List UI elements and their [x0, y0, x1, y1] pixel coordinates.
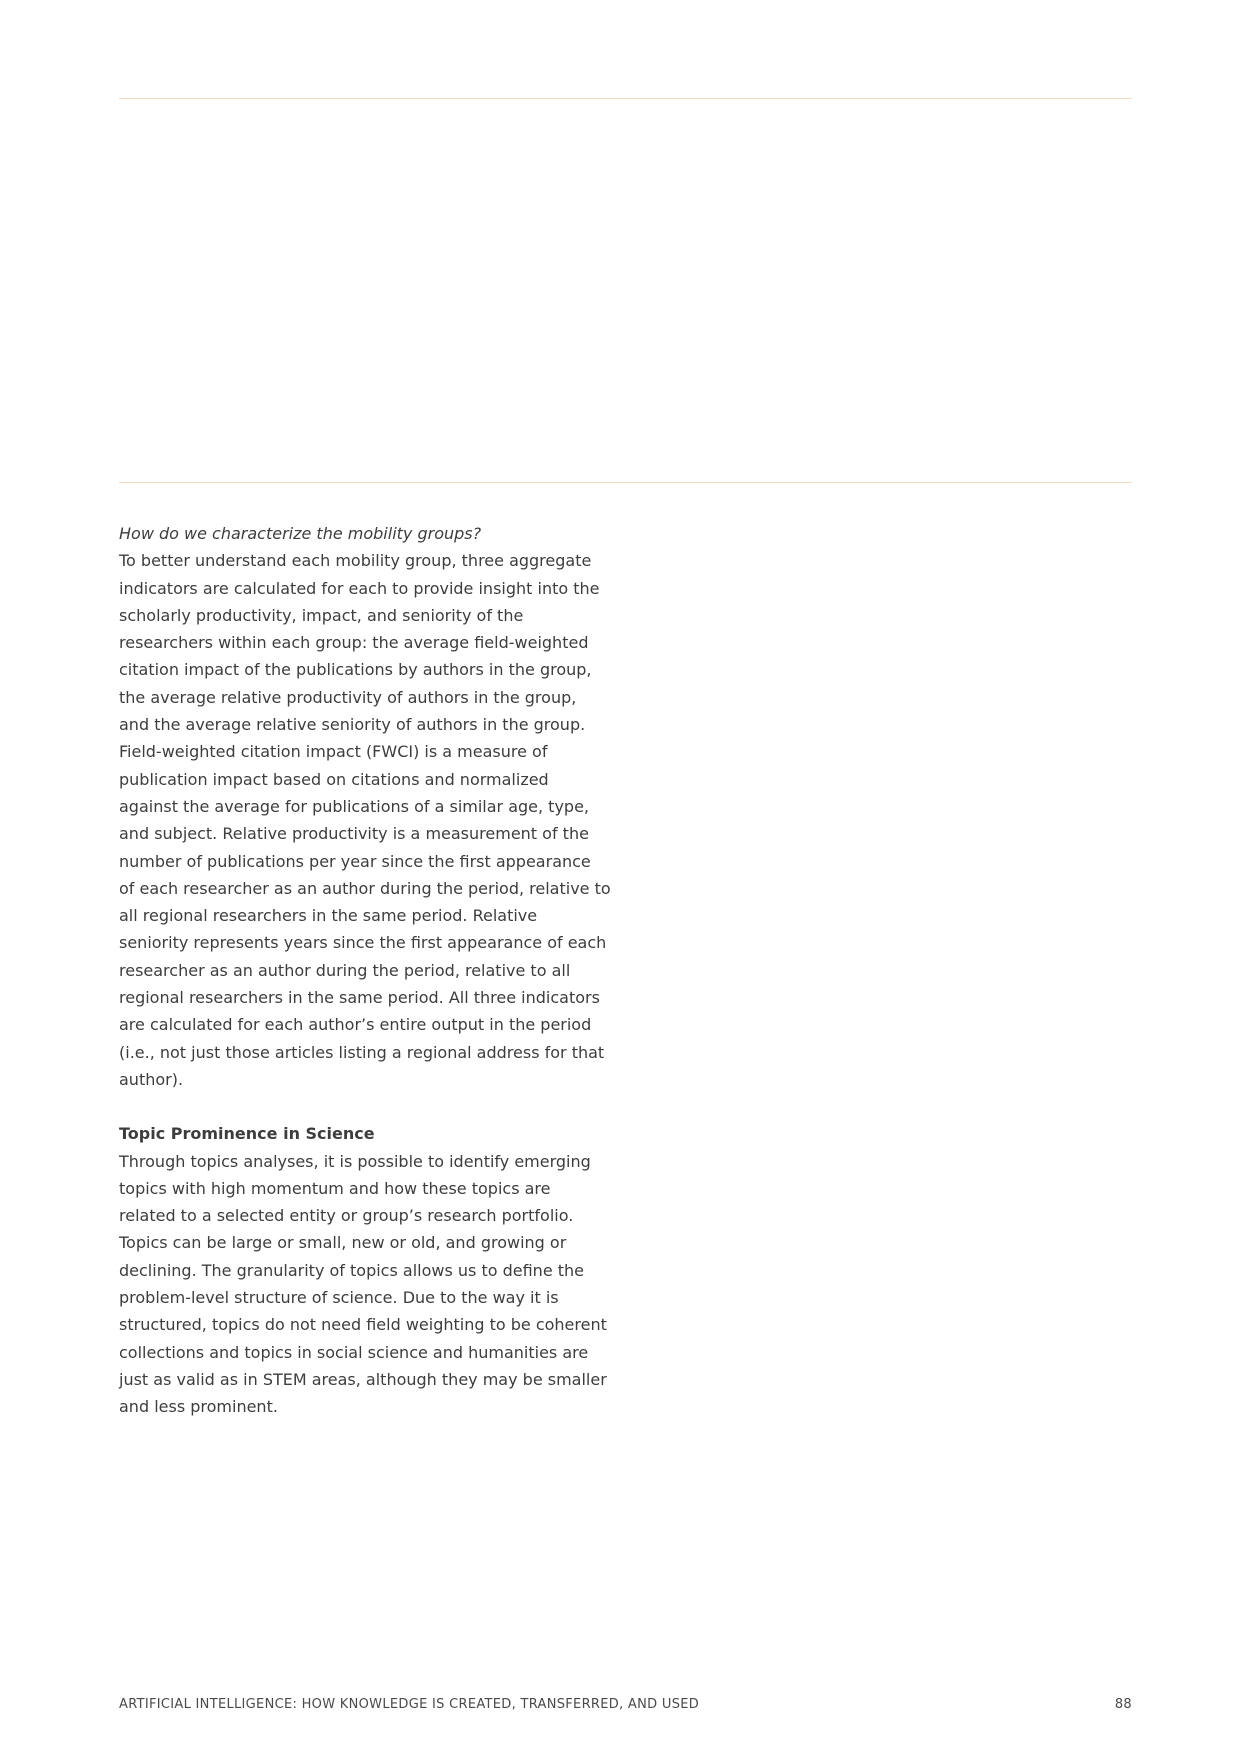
- topic-paragraph: Through topics analyses, it is possible to identify emerging topics with high momentum and how these topics are related to a selected entity or group’s research portfolio. Topics can be large or small, new or old, and growing or declining. The granularity of topics allows us to define the problem-level structure of science. Due to the way it is structured, topics do not need field weighting to be coherent collections and topics in social science and humanities are just as valid as in STEM areas, although they may be smaller and less prominent.: [119, 1151, 607, 1417]
- topic-heading: Topic Prominence in Science: [119, 1124, 375, 1144]
- footer-title: ARTIFICIAL INTELLIGENCE: HOW KNOWLEDGE IS CREATED, TRANSFERRED, AND USED: [119, 1697, 700, 1712]
- main-text-column: [119, 520, 611, 1421]
- page-number: 88: [1114, 1697, 1132, 1712]
- mobility-paragraph: To better understand each mobility group, three aggregate indicators are calculated for each to provide insight into the scholarly productivity, impact, and seniority of the researchers within each group: the average field-weighted citation impact of the publications by authors in the group, the average relative productivity of authors in the group, and the average relative seniority of authors in the group. Field-weighted citation impact (FWCI) is a measure of publication impact based on citations and normalized against the average for publications of a similar age, type, and subject. Relative productivity is a measurement of the number of publications per year since the first appearance of each researcher as an author during the period, relative to all regional researchers in the same period. Relative seniority represents years since the first appearance of each researcher as an author during the period, relative to all regional researchers in the same period. All three indicators are calculated for each author’s entire output in the period (i.e., not just those articles listing a regional address for that author).: [119, 551, 611, 1089]
- top-divider: [119, 98, 1132, 99]
- mobility-question: How do we characterize the mobility groups?: [119, 524, 482, 543]
- page-footer: [119, 1697, 1132, 1712]
- middle-divider: [119, 482, 1132, 483]
